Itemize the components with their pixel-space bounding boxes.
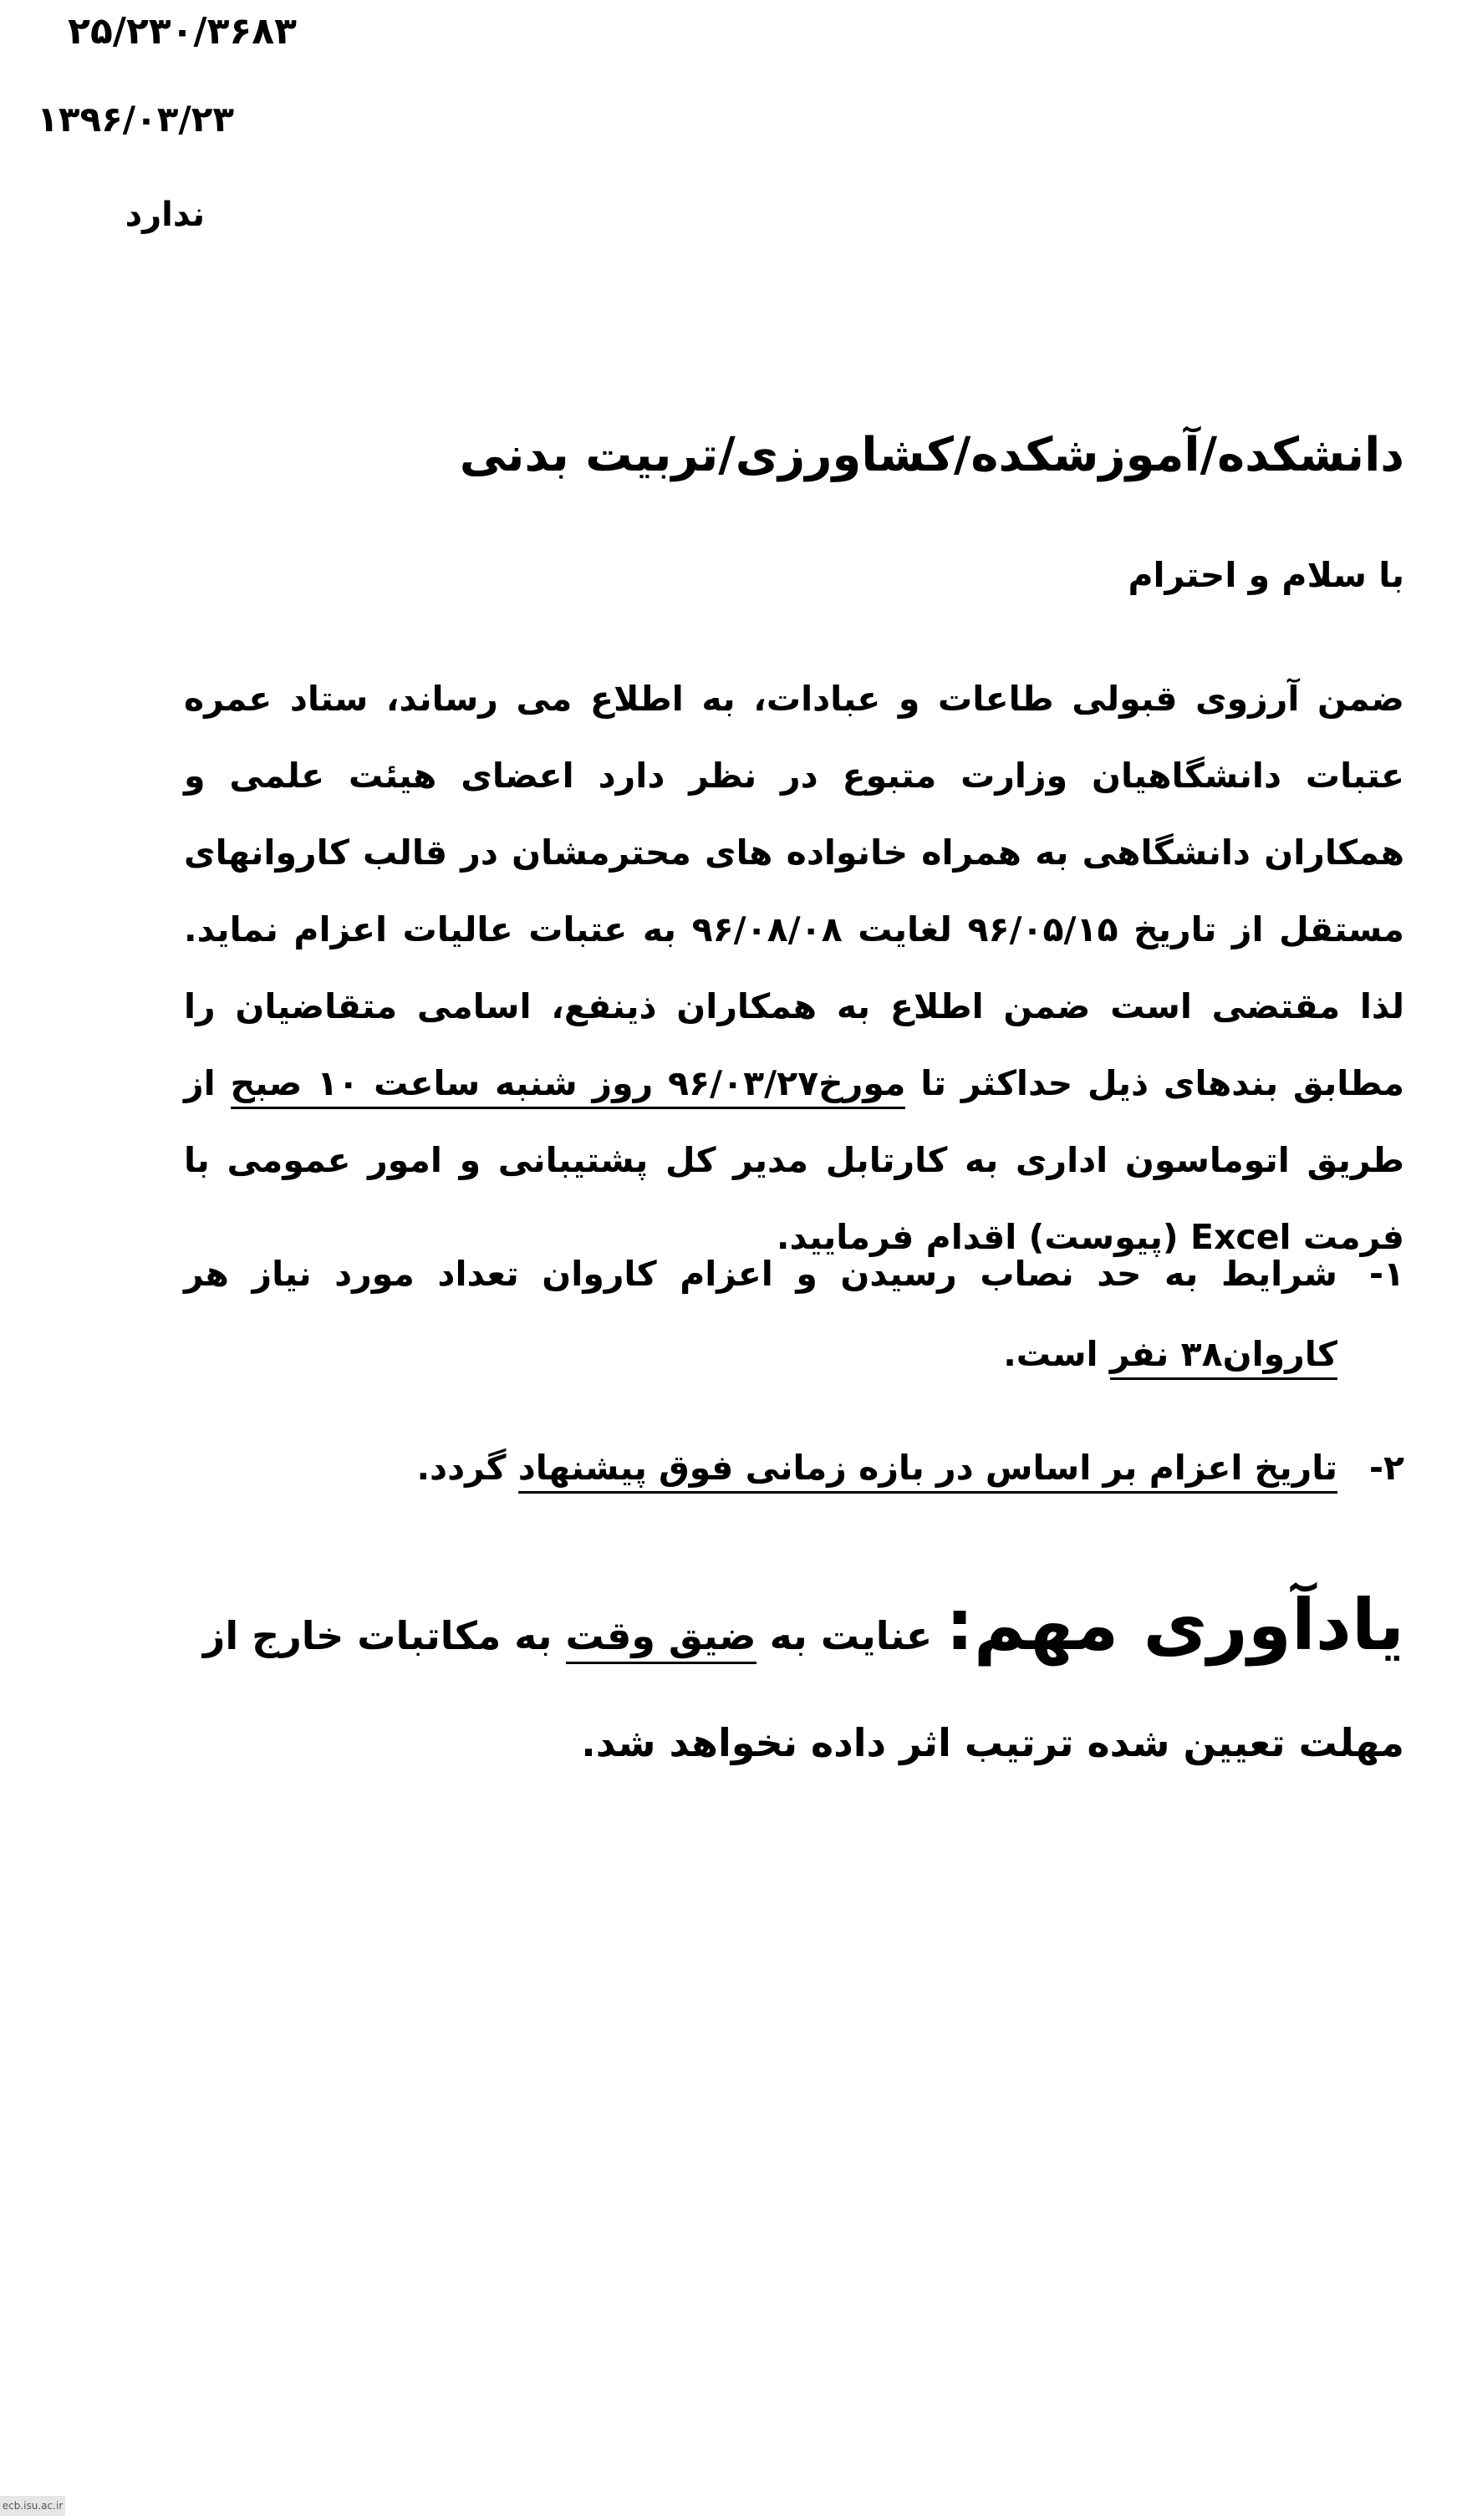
list-item-number: ۲- xyxy=(1368,1448,1404,1488)
letter-attachment: ندارد xyxy=(125,196,205,234)
list-item xyxy=(184,1234,1404,1394)
list-item-text xyxy=(184,1234,1337,1394)
recipient-heading: دانشکده/آموزشکده/کشاورزی/تربیت بدنی xyxy=(459,428,1404,482)
list-item xyxy=(184,1428,1404,1508)
item-text-end: گردد. xyxy=(416,1448,507,1488)
item-text-end: است. xyxy=(1003,1334,1098,1374)
item-underlined-text: کاروان۳۸ نفر xyxy=(1110,1334,1337,1380)
reminder-underlined-text: ضیق وقت xyxy=(566,1613,756,1664)
item-text: شرایط به حد نصاب رسیدن و اعزام کاروان تعداد مورد نیاز هر xyxy=(184,1254,1337,1294)
item-underlined-text: تاریخ اعزام بر اساس در بازه زمانی فوق پیشنهاد xyxy=(518,1448,1337,1494)
letter-date: ۱۳۹۶/۰۳/۲۳ xyxy=(37,99,234,140)
body-paragraph xyxy=(184,660,1404,1275)
greeting: با سلام و احترام xyxy=(1128,555,1404,595)
footer-watermark: ecb.isu.ac.ir xyxy=(0,2496,65,2516)
reminder-title: یادآوری مهم: xyxy=(945,1584,1404,1666)
body-text-part2: از طریق اتوماسون اداری به کارتابل مدیر کل پشتیبانی و امور عمومی با فرمت xyxy=(184,1063,1404,1257)
body-text-part1: ضمن آرزوی قبولی طاعات و عبادات، به اطلاع می رساند، ستاد عمره عتبات دانشگاهیان وزارت متبوع در نظر دارد اعضای هیئت علمی و همکاران دانشگاهی به همراه خانواده های محترمشان در قالب کاروانهای مستقل از تاریخ ۹۶/۰۵/۱۵ لغایت ۹۶/۰۸/۰۸ به عتبات عالیات اعزام نماید. لذا مقتضی است ضمن اطلاع به همکاران ذینفع، اسامی متقاضیان را مطابق بندهای ذیل حداکثر تا xyxy=(184,679,1405,1103)
body-text-part3: (پیوست) اقدام فرمایید. xyxy=(776,1217,1179,1257)
letter-number: ۲۵/۲۳۰/۳۶۸۳ xyxy=(68,10,297,53)
reminder-text-end: به مکاتبات خارج از مهلت تعیین شده ترتیب اثر داده نخواهد شد. xyxy=(202,1613,1404,1765)
excel-format: Excel xyxy=(1189,1217,1291,1257)
reminder-text: عنایت به xyxy=(769,1613,933,1658)
important-reminder xyxy=(184,1571,1404,1796)
list-item-number: ۱- xyxy=(1368,1254,1404,1294)
list-item-text xyxy=(184,1428,1337,1508)
deadline-text: مورخ۹۶/۰۳/۲۷ روز شنبه ساعت ۱۰ صبح xyxy=(231,1063,906,1109)
